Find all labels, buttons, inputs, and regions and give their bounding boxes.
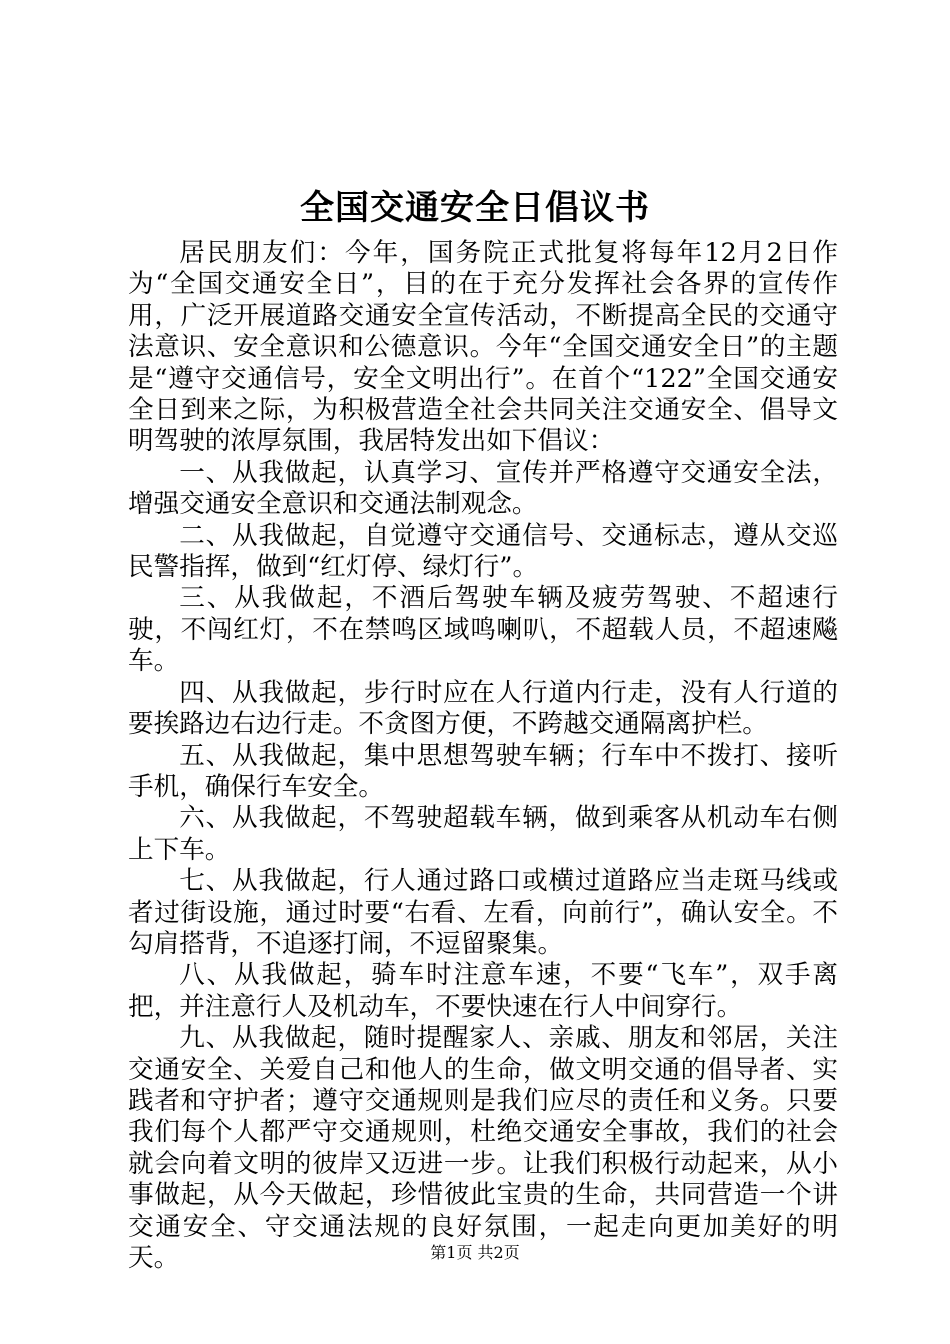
paragraph-item-9: 九、从我做起，随时提醒家人、亲戚、朋友和邻居，关注交通安全、关爱自己和他人的生命，做文明交通的倡导者、实践者和守护者；遵守交通规则是我们应尽的责任和义务。只要我们每个人都严守交通规则，杜绝交通安全事故，我们的社会就会向着文明的彼岸又迈进一步。让我们积极行动起来，从小事做起，从今天做起，珍惜彼此宝贵的生命，共同营造一个讲交通安全、守交通法规的良好氛围，一起走向更加美好的明天。 (128, 1023, 838, 1273)
paragraph-item-5: 五、从我做起，集中思想驾驶车辆；行车中不拨打、接听手机，确保行车安全。 (128, 740, 838, 802)
page-number-footer: 第1页 共2页 (430, 1243, 520, 1262)
document-body (128, 238, 838, 1274)
paragraph-item-8: 八、从我做起，骑车时注意车速，不要“飞车”，双手离把，并注意行人及机动车，不要快速在行人中间穿行。 (128, 960, 838, 1022)
paragraph-item-4: 四、从我做起，步行时应在人行道内行走，没有人行道的要挨路边右边行走。不贪图方便，不跨越交通隔离护栏。 (128, 677, 838, 740)
paragraph-intro: 居民朋友们：今年，国务院正式批复将每年12月2日作为“全国交通安全日”，目的在于充分发挥社会各界的宣传作用，广泛开展道路交通安全宣传活动，不断提高全民的交通守法意识、安全意识和公德意识。今年“全国交通安全日”的主题是“遵守交通信号，安全文明出行”。在首个“122”全国交通安全日到来之际，为积极营造全社会共同关注交通安全、倡导文明驾驶的浓厚氛围，我居特发出如下倡议： (128, 238, 838, 457)
document-title: 全国交通安全日倡议书 (300, 188, 650, 228)
paragraph-item-3: 三、从我做起，不酒后驾驶车辆及疲劳驾驶、不超速行驶，不闯红灯，不在禁鸣区域鸣喇叭，不超载人员，不超速飚车。 (128, 583, 838, 677)
paragraph-item-7: 七、从我做起，行人通过路口或横过道路应当走斑马线或者过街设施，通过时要“右看、左看，向前行”，确认安全。不勾肩搭背，不追逐打闹，不逗留聚集。 (128, 866, 838, 959)
paragraph-item-1: 一、从我做起，认真学习、宣传并严格遵守交通安全法，增强交通安全意识和交通法制观念。 (128, 457, 838, 520)
paragraph-item-2: 二、从我做起，自觉遵守交通信号、交通标志，遵从交巡民警指挥，做到“红灯停、绿灯行”。 (128, 520, 838, 583)
paragraph-item-6: 六、从我做起，不驾驶超载车辆，做到乘客从机动车右侧上下车。 (128, 803, 838, 865)
